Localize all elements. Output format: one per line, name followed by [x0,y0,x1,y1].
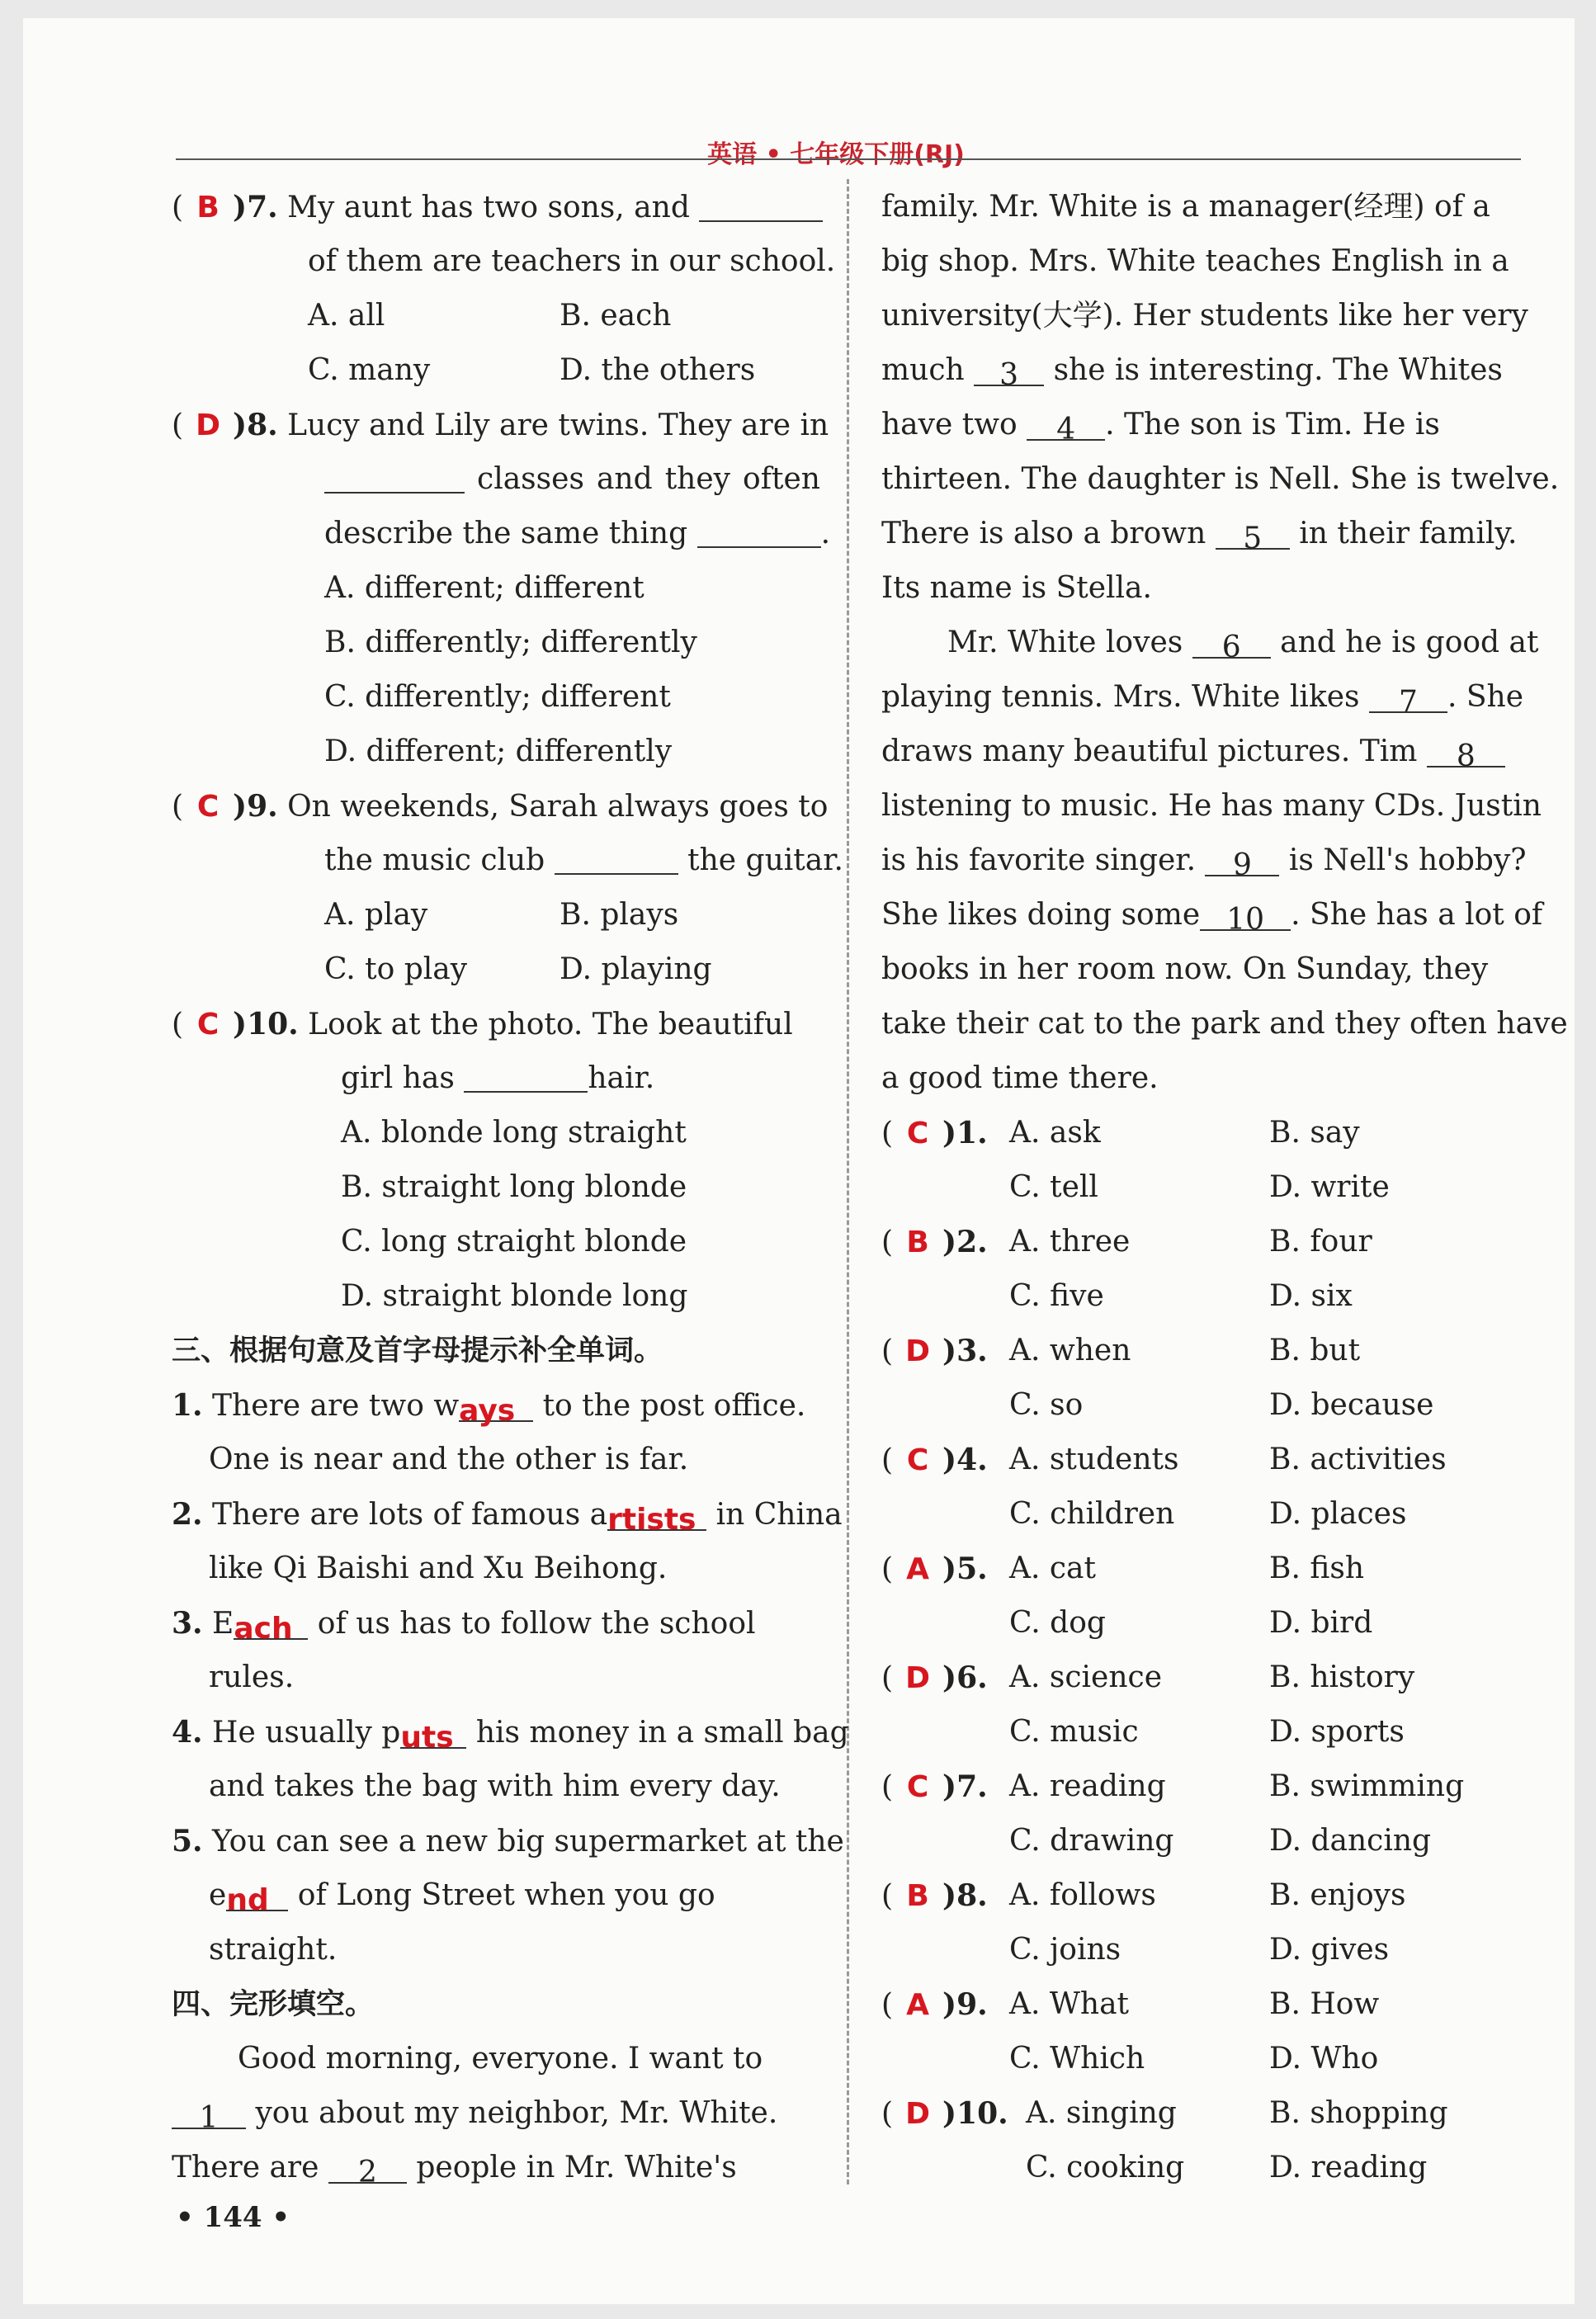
cloze-question-2: ( B )2. A. three B. four [881,1215,1530,1269]
option-c: C. so [1009,1388,1084,1422]
cloze-blank: 10 [1200,893,1291,931]
option-c: C. long straight blonde [341,1225,687,1259]
s3-item-5: 5. You can see a new big supermarket at the [172,1824,844,1859]
cloze-blank: 3 [974,348,1044,386]
cloze-blank: 7 [1369,675,1447,713]
option-c: C. five [1009,1279,1104,1313]
answer-mark: C [906,1770,929,1804]
cloze-blank: 1 [172,2091,246,2129]
option-d: D. the others [560,353,756,387]
option-d: D. playing [560,952,712,986]
cloze-question-4: ( C )4. A. students B. activities [881,1433,1530,1487]
cloze-blank: 6 [1192,621,1271,659]
cloze-question-8: ( B )8. A. follows B. enjoys [881,1868,1530,1923]
option-d: D. write [1269,1170,1390,1204]
option-d: D. bird [1269,1606,1373,1640]
answer-mark: B [196,191,220,224]
filled-answer: rtists [607,1503,696,1537]
cloze-question-10: ( D )10. A. singing B. shopping [881,2086,1530,2141]
option-c: C. many [308,353,431,387]
worksheet-page [23,18,1575,2304]
option-a: A. all [308,299,385,333]
option-c: C. dog [1009,1606,1106,1640]
option-b: B. shopping [1269,2096,1448,2130]
option-b: B. activities [1269,1443,1447,1476]
option-c: C. joins [1009,1933,1121,1967]
answer-mark: C [196,1008,220,1041]
option-b: B. straight long blonde [341,1170,687,1204]
answer-mark: C [196,790,220,824]
cloze-blank: 8 [1427,730,1505,767]
cloze-blank: 2 [328,2146,407,2184]
section-4-heading: 四、完形填空。 [172,1988,375,2021]
option-a: A. singing [1026,2096,1177,2130]
cloze-question-1: ( C )1. A. ask B. say [881,1106,1530,1160]
option-a: A. three [1009,1225,1131,1259]
question-text: Look at the photo. The beautiful [308,1008,793,1041]
page-header: 英语 • 七年级下册(RJ) [707,140,965,169]
option-d: D. gives [1269,1933,1390,1967]
option-b: B. history [1269,1660,1415,1694]
answer-mark: B [906,1226,929,1259]
filled-answer: nd [226,1883,269,1917]
option-d: D. sports [1269,1715,1405,1749]
answer-mark: B [906,1879,929,1913]
page-number: • 144 • [176,2201,290,2234]
option-d: D. because [1269,1388,1434,1422]
option-c: C. to play [324,952,468,986]
option-a: A. ask [1009,1116,1101,1150]
answer-mark: D [196,409,220,442]
options-row [172,289,820,343]
answer-mark: D [905,1661,930,1695]
option-a: A. cat [1009,1552,1096,1585]
answer-mark: C [906,1117,929,1150]
answer-blank [555,837,678,875]
option-a: A. follows [1009,1878,1156,1912]
question-text: Lucy and Lily are twins. They are in [287,409,829,442]
options-row [172,343,820,398]
option-b: B. fish [1269,1552,1365,1585]
option-c: C. tell [1009,1170,1098,1204]
question-9: ( C )9. On weekends, Sarah always goes to [172,779,820,834]
option-d: D. reading [1269,2151,1428,2184]
question-10: ( C )10. Look at the photo. The beautiful [172,997,820,1051]
option-d: D. six [1269,1279,1353,1313]
answer-blank [699,184,823,222]
option-c: C. cooking [1026,2151,1185,2184]
option-c: C. music [1009,1715,1139,1749]
cloze-blank: 4 [1027,403,1105,441]
option-a: A. students [1009,1443,1179,1476]
option-b: B. plays [560,898,679,932]
cloze-question-7: ( C )7. A. reading B. swimming [881,1759,1530,1814]
question-text: On weekends, Sarah always goes to [287,790,829,824]
filled-answer: ays [459,1394,516,1428]
option-c: C. Which [1009,2042,1145,2076]
answer-mark: D [905,1334,930,1368]
answer-mark: A [906,1988,929,2022]
answer-mark: C [906,1443,929,1477]
cloze-options [881,1106,1530,2195]
s3-item-4: 4. He usually puts his money in a small bag [172,1705,820,1759]
question-8: ( D )8. Lucy and Lily are twins. They are in [172,398,820,452]
option-c: C. differently; different [324,680,671,714]
option-a: A. blonde long straight [341,1116,687,1150]
options-row [172,942,820,997]
s3-item-1: 1. There are two ways to the post office. [172,1378,820,1433]
answer-blank [697,510,821,548]
option-b: B. say [1269,1116,1360,1150]
option-b: B. four [1269,1225,1372,1259]
option-c: C. drawing [1009,1824,1174,1858]
option-b: B. How [1269,1987,1380,2021]
option-b: B. swimming [1269,1769,1465,1803]
option-a: A. play [324,898,428,932]
section-3-heading: 三、根据句意及首字母提示补全单词。 [172,1334,663,1367]
option-a: A. when [1009,1334,1131,1367]
s3-item-3: 3. Each of us has to follow the school [172,1596,820,1651]
option-c: C. children [1009,1497,1175,1531]
answer-blank [324,456,465,494]
header-rule [176,158,1521,160]
option-d: D. different; differently [324,734,673,768]
cloze-blank: 5 [1216,512,1290,550]
column-divider [847,179,849,2184]
option-d: D. Who [1269,2042,1379,2076]
s3-item-2: 2. There are lots of famous artists in China [172,1487,820,1542]
option-a: A. What [1009,1987,1130,2021]
option-b: B. but [1269,1334,1361,1367]
option-d: D. dancing [1269,1824,1432,1858]
answer-blank [464,1055,588,1093]
option-b: B. differently; differently [324,626,697,659]
option-d: D. places [1269,1497,1407,1531]
right-column: family. Mr. White is a manager(经理) of a big shop. Mrs. White teaches English in a university(大学). Her students like her very much 3 she is interesting. The Whites have two 4 . The son is Tim. He is thirteen. The daughter is Nell. She is twelve. There is also a brown 5 in their family. Its name is Stella. Mr. White loves 6 and he is good at playing tennis. Mrs. White likes 7 . She draws many beautiful pictures. Tim 8 listening to music. He has many CDs. Justin is his favorite singer. 9 is Nell's hobby? She likes doing some 10 . She has a lot of books in her room now. On Sunday, they take their cat to the park and they often have a good time there. ( C )1. A. ask B. say C. tell D. write ( B )2. A. three B. four C. five D. six ( D )3. A. when B. but C. so D. because ( C )4. A. students B. activities C. children D. places ( A )5. A. cat B. fish C. dog D. bird ( D )6. A. science B. history C. music D. sports ( C )7. A. reading B. swimming C. drawing D. dancing ( B )8. A. follows B. enjoys C. joins D. gives ( A )9. A. What B. How C. Which D. Who ( D )10. A. singing B. shopping C. cooking D. reading [881,180,1530,2195]
options-row [172,888,820,942]
cloze-question-9: ( A )9. A. What B. How [881,1977,1530,2032]
option-a: A. science [1009,1660,1162,1694]
filled-answer: uts [400,1721,454,1755]
option-a: A. reading [1009,1769,1166,1803]
left-column: ( B )7. My aunt has two sons, and of them are teachers in our school. A. all B. each C. many D. the others ( D )8. Lucy and Lily are twins. They are in classes and they often describe the same thing . A. different; different B. differently; differently C. differently; different D. different; differently ( C )9. On weekends, Sarah always goes to the music club the guitar. A. play B. plays C. to play D. playing ( C )10. Look at the photo. The beautiful girl has hair. A. blonde long straight B. straight long blonde C. long straight blonde D. straight blonde long 三、根据句意及首字母提示补全单词。 1. There are two ways to the post office. One is near and the other is far. 2. There are lots of famous artists in China like Qi Baishi and Xu Beihong. 3. Each of us has to follow the school rules. 4. He usually puts his money in a small bag and takes the bag with him every day. 5. You can see a new big supermarket at the end of Long Street when you go straight. 四、完形填空。 Good morning, everyone. I want to 1 you about my neighbor, Mr. White. There are 2 people in Mr. White's [172,180,820,2195]
question-7: ( B )7. My aunt has two sons, and [172,180,820,234]
answer-mark: D [905,2097,930,2131]
option-d: D. straight blonde long [341,1279,688,1313]
cloze-question-5: ( A )5. A. cat B. fish [881,1542,1530,1596]
cloze-blank: 9 [1205,838,1279,876]
option-b: B. each [560,299,672,333]
cloze-question-3: ( D )3. A. when B. but [881,1324,1530,1378]
option-a: A. different; different [324,571,645,605]
question-text: My aunt has two sons, and [287,191,690,224]
answer-mark: A [906,1552,929,1586]
option-b: B. enjoys [1269,1878,1406,1912]
cloze-question-6: ( D )6. A. science B. history [881,1651,1530,1705]
filled-answer: ach [234,1612,293,1646]
